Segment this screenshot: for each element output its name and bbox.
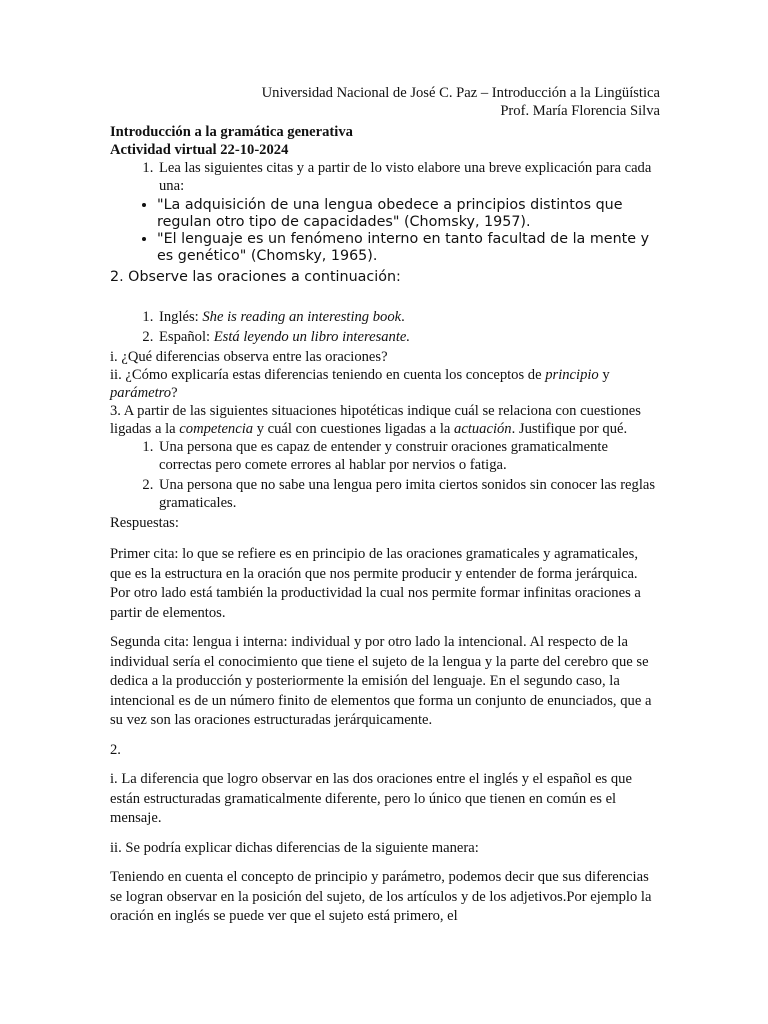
situation-item: 2. Una persona que no sabe una lengua pero imita ciertos sonidos sin conocer las reglas gramaticales.	[157, 476, 660, 512]
answer-first-quote: Primer cita: lo que se refiere es en principio de las oraciones gramaticales y agramaticales, que es la estructura en la oración que nos permite producir y entender de forma jerárquica. Por otro lado está también la productividad la cual nos permite formar infinitas oraciones a partir de elementos.	[110, 546, 641, 621]
connector: y	[598, 367, 610, 383]
question-2-ii	[110, 366, 660, 402]
document-page	[110, 84, 660, 927]
sentence-lang: Inglés:	[159, 309, 203, 325]
header-professor: Prof. María Florencia Silva	[500, 103, 660, 119]
question-3	[110, 402, 660, 438]
question-2-i: i. ¿Qué diferencias observa entre las oraciones?	[110, 349, 388, 365]
answer-2-ii: ii. Se podría explicar dichas diferencias de la siguiente manera:	[110, 839, 479, 856]
question-2-heading: 2. Observe las oraciones a continuación:	[110, 269, 401, 285]
question-2-ii-text: ii. ¿Cómo explicaría estas diferencias teniendo en cuenta los conceptos de	[110, 367, 546, 383]
answer-2-i: i. La diferencia que logro observar en las dos oraciones entre el inglés y el español es que están estructuradas gramaticalmente diferente, pero lo único que tienen en común es el mensaje.	[110, 771, 632, 826]
question-1	[157, 159, 660, 195]
sentence-end: .	[401, 309, 405, 325]
quote-item: • "La adquisición de una lengua obedece a principios distintos que regulan otro tipo de capacidades" (Chomsky, 1957).	[157, 197, 660, 231]
question-3-text: 3. A partir de las siguientes situaciones hipotéticas indique cuál se relaciona con cuestiones ligadas a la	[110, 403, 641, 437]
answer-second-quote: Segunda cita: lengua i interna: individual y por otro lado la intencional. Al respecto de la individual sería el conocimiento que tiene el sujeto de la lengua y la parte del cerebro que se dedica a la producción y posteriormente la emisión del lenguaje. En el segundo caso, la intencional es de un número finito de elementos que forma un conjunto de enunciados, que a su vez son las oraciones estructuradas jerárquicamente.	[110, 634, 652, 728]
quote-item: • "El lenguaje es un fenómeno interno en tanto facultad de la mente y es genético" (Chomsky, 1965).	[157, 231, 660, 265]
sentence-text: She is reading an interesting book	[202, 309, 402, 325]
question-mark: ?	[171, 385, 178, 401]
question-1-list	[110, 159, 660, 195]
question-3-text: y cuál con cuestiones ligadas a la	[253, 421, 455, 437]
term-parametro: parámetro	[110, 385, 172, 401]
term-principio: principio	[545, 367, 599, 383]
answer-2-number: 2.	[110, 741, 121, 758]
situations-list	[110, 438, 660, 512]
sentences-list	[110, 308, 660, 346]
term-competencia: competencia	[179, 421, 254, 437]
sentence-text: Está leyendo un libro interesante.	[213, 329, 411, 345]
header-institution: Universidad Nacional de José C. Paz – Introducción a la Lingüística	[261, 85, 660, 101]
situation-item: 1. Una persona que es capaz de entender y construir oraciones gramaticalmente correctas pero comete errores al hablar por nervios o fatiga.	[157, 438, 660, 474]
activity-date: Actividad virtual 22-10-2024	[110, 142, 289, 158]
document-title: Introducción a la gramática generativa	[110, 124, 353, 140]
sentence-lang: Español:	[159, 329, 214, 345]
question-3-text: . Justifique por qué.	[511, 421, 628, 437]
sentence-spanish	[157, 328, 660, 346]
question-1-text: Lea las siguientes citas y a partir de lo visto elabore una breve explicación para cada una:	[159, 160, 652, 194]
sentence-english	[157, 308, 660, 326]
term-actuacion: actuación	[454, 421, 512, 437]
answers-label: Respuestas:	[110, 515, 179, 531]
answer-2-ii-explanation: Teniendo en cuenta el concepto de principio y parámetro, podemos decir que sus diferencias se logran observar en la posición del sujeto, de los artículos y de los adjetivos.Por ejemplo la oración en inglés se puede ver que el sujeto está primero, el	[110, 869, 652, 924]
quotes-list	[110, 197, 660, 265]
